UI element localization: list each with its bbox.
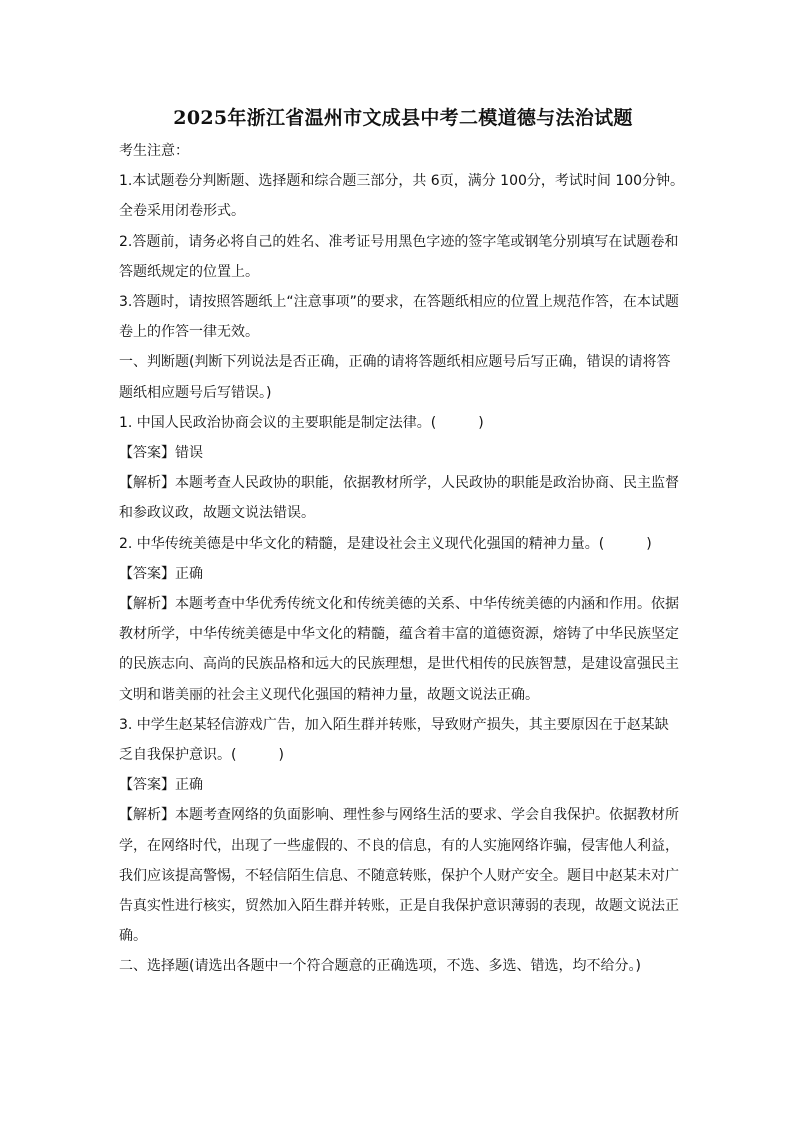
- text-line: 和参政议政，故题文说法错误。: [119, 505, 315, 522]
- text-line: 乏自我保护意识。( ): [119, 747, 284, 764]
- text-line: 全卷采用闭卷形式。: [119, 203, 245, 220]
- text-line: 一、判断题(判断下列说法是否正确，正确的请将答题纸相应题号后写正确，错误的请将答: [119, 354, 671, 371]
- text-line: 文明和谐美丽的社会主义现代化强国的精神力量，故题文说法正确。: [119, 686, 539, 703]
- text-line: 2.答题前，请务必将自己的姓名、准考证号用黑色字迹的签字笔或钢笔分别填写在试题卷和: [119, 233, 679, 250]
- text-line: 2. 中华传统美德是中华文化的精髓，是建设社会主义现代化强国的精神力量。( ): [119, 535, 652, 552]
- text-line: 确。: [119, 928, 147, 945]
- text-line: 二、选择题(请选出各题中一个符合题意的正确选项，不选、多选、错选，均不给分。): [119, 958, 641, 975]
- document-page: [119, 100, 687, 982]
- document-body: [119, 136, 687, 982]
- document-title: 2025年浙江省温州市文成县中考二模道德与法治试题: [173, 107, 633, 129]
- text-line: 1. 中国人民政治协商会议的主要职能是制定法律。( ): [119, 414, 484, 431]
- text-line: 1.本试题卷分判断题、选择题和综合题三部分，共 6页，满分 100分，考试时间 100分钟。: [119, 173, 685, 190]
- text-line: 考生注意：: [119, 143, 189, 159]
- text-line: 我们应该提高警惕，不轻信陌生信息、不随意转账，保护个人财产安全。题目中赵某未对广: [119, 867, 679, 884]
- text-line: 题纸相应题号后写错误。): [119, 384, 272, 401]
- text-line: 3.答题时，请按照答题纸上“注意事项”的要求，在答题纸相应的位置上规范作答，在本试题: [119, 294, 679, 311]
- text-line: 3. 中学生赵某轻信游戏广告，加入陌生群并转账，导致财产损失，其主要原因在于赵某缺: [119, 716, 669, 733]
- text-line: 【解析】本题考查网络的负面影响、理性参与网络生活的要求、学会自我保护。依据教材所: [119, 807, 679, 824]
- text-line: 卷上的作答一律无效。: [119, 324, 259, 341]
- text-line: 教材所学，中华传统美德是中华文化的精髓，蕴含着丰富的道德资源，熔铸了中华民族坚定: [119, 626, 679, 643]
- text-line: 【答案】正确: [119, 777, 203, 794]
- text-line: 【答案】错误: [119, 445, 203, 462]
- text-line: 【解析】本题考查人民政协的职能，依据教材所学，人民政协的职能是政治协商、民主监督: [119, 475, 679, 492]
- text-line: 告真实性进行核实，贸然加入陌生群并转账，正是自我保护意识薄弱的表现，故题文说法正: [119, 898, 679, 915]
- text-line: 答题纸规定的位置上。: [119, 263, 259, 280]
- text-line: 【答案】正确: [119, 565, 203, 582]
- text-line: 的民族志向、高尚的民族品格和远大的民族理想，是世代相传的民族智慧，是建设富强民主: [119, 656, 679, 673]
- text-line: 【解析】本题考查中华优秀传统文化和传统美德的关系、中华传统美德的内涵和作用。依据: [119, 596, 679, 613]
- text-line: 学，在网络时代，出现了一些虚假的、不良的信息，有的人实施网络诈骗，侵害他人利益，: [119, 837, 679, 854]
